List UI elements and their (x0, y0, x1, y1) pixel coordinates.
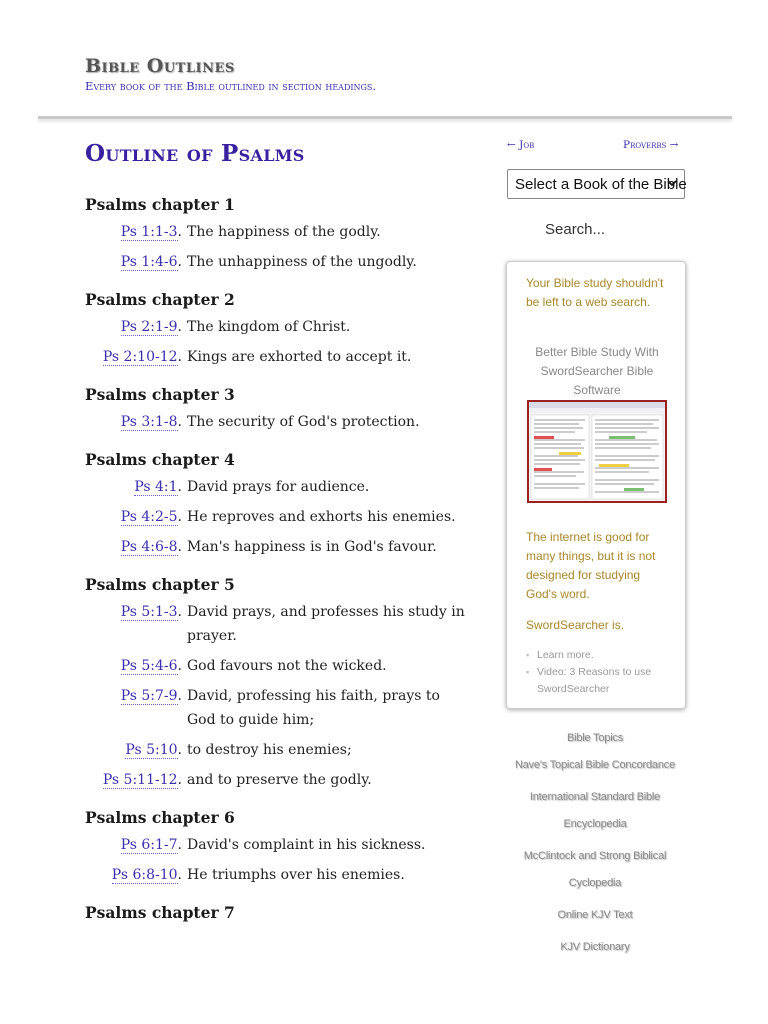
outline-item (85, 347, 480, 369)
chapter-section (85, 575, 480, 792)
next-book-link[interactable]: Proverbs → (623, 139, 679, 151)
ref-cell (85, 507, 187, 528)
chapter-section (85, 195, 480, 274)
sidebar-resource-links (490, 725, 700, 961)
outline-description: David, professing his faith, prays to God to guide him; (187, 688, 440, 728)
book-select-value: Select a Book of the Bible (515, 175, 687, 193)
chapter-section (85, 903, 480, 922)
ref-period: . (177, 867, 182, 883)
chapter-section (85, 385, 480, 434)
outline-item (85, 537, 480, 559)
site-title-link[interactable]: Bible Outlines (85, 55, 235, 77)
ad-link-learn-more[interactable]: ▪ Learn more. (526, 647, 676, 664)
chapter-heading: Psalms chapter 6 (85, 808, 235, 827)
link-bible-topics[interactable]: Bible Topics (566, 732, 624, 744)
ref-cell (85, 656, 187, 677)
site-header (85, 55, 376, 93)
outline-description: Man's happiness is in God's favour. (187, 539, 437, 555)
scripture-ref-link[interactable]: Ps 5:4-6 (120, 658, 178, 674)
ad-body-text-2: SwordSearcher is. (526, 618, 625, 632)
page-title: Outline of Psalms (85, 140, 305, 167)
ad-heading[interactable]: Better Bible Study With SwordSearcher Bible Software (535, 345, 659, 397)
scripture-ref-link[interactable]: Ps 5:10 (125, 742, 178, 758)
outline-description: The happiness of the godly. (187, 224, 381, 240)
outline-description: and to preserve the godly. (187, 772, 372, 788)
outline-item (85, 507, 480, 529)
link-kjv-dictionary[interactable]: KJV Dictionary (560, 941, 630, 953)
ref-cell (85, 686, 187, 707)
chapter-list (85, 195, 480, 922)
search-input[interactable]: Search... (545, 221, 606, 238)
outline-description: He reproves and exhorts his enemies. (187, 509, 456, 525)
scripture-ref-link[interactable]: Ps 5:7-9 (120, 688, 178, 704)
outline-item (85, 222, 480, 244)
scripture-ref-link[interactable]: Ps 1:1-3 (120, 224, 178, 240)
ref-period: . (177, 414, 182, 430)
ref-cell (85, 602, 187, 623)
ref-period: . (177, 349, 182, 365)
ref-period: . (177, 254, 182, 270)
chapter-heading: Psalms chapter 7 (85, 903, 235, 922)
ref-period: . (177, 319, 182, 335)
outline-item (85, 317, 480, 339)
ad-link-video[interactable]: ▪ Video: 3 Reasons to use SwordSearcher (526, 664, 676, 698)
outline-item (85, 477, 480, 499)
scripture-ref-link[interactable]: Ps 6:1-7 (120, 837, 178, 853)
ref-cell (85, 412, 187, 433)
book-select-dropdown[interactable] (507, 169, 685, 199)
ad-body-text: The internet is good for many things, but it is not designed for studying God's word. (526, 530, 656, 601)
ref-period: . (177, 224, 182, 240)
link-isbe[interactable]: International Standard Bible Encyclopedia (529, 791, 661, 830)
scripture-ref-link[interactable]: Ps 4:1 (134, 479, 178, 495)
chapter-section (85, 450, 480, 559)
outline-item (85, 865, 480, 887)
outline-item (85, 252, 480, 274)
outline-item (85, 686, 480, 732)
link-online-kjv[interactable]: Online KJV Text (557, 909, 633, 921)
scripture-ref-link[interactable]: Ps 5:1-3 (120, 604, 178, 620)
outline-item (85, 740, 480, 762)
chapter-heading: Psalms chapter 4 (85, 450, 235, 469)
ref-period: . (177, 837, 182, 853)
header-divider (38, 116, 732, 119)
ref-cell (85, 477, 187, 498)
scripture-ref-link[interactable]: Ps 4:6-8 (120, 539, 178, 555)
ref-period: . (177, 479, 182, 495)
scripture-ref-link[interactable]: Ps 3:1-8 (120, 414, 178, 430)
ref-cell (85, 347, 187, 368)
chapter-section (85, 290, 480, 369)
ref-period: . (177, 509, 182, 525)
ref-cell (85, 317, 187, 338)
ref-cell (85, 865, 187, 886)
scripture-ref-link[interactable]: Ps 6:8-10 (111, 867, 178, 883)
outline-description: The unhappiness of the ungodly. (187, 254, 417, 270)
outline-description: to destroy his enemies; (187, 742, 352, 758)
outline-description: He triumphs over his enemies. (187, 867, 405, 883)
chapter-section (85, 808, 480, 887)
ref-period: . (177, 604, 182, 620)
previous-book-link[interactable]: ← Job (507, 139, 535, 151)
outline-description: David prays, and professes his study in prayer. (187, 604, 465, 644)
ref-cell (85, 770, 187, 791)
ad-link-list (526, 647, 676, 698)
outline-description: David prays for audience. (187, 479, 370, 495)
outline-description: The kingdom of Christ. (187, 319, 351, 335)
swordsearcher-ad (506, 261, 686, 709)
outline-item (85, 770, 480, 792)
outline-item (85, 656, 480, 678)
scripture-ref-link[interactable]: Ps 1:4-6 (120, 254, 178, 270)
ref-cell (85, 222, 187, 243)
software-screenshot-image[interactable] (527, 400, 667, 503)
outline-item (85, 602, 480, 648)
ref-cell (85, 252, 187, 273)
ad-tagline: Your Bible study shouldn't be left to a web search. (526, 276, 664, 309)
chapter-heading: Psalms chapter 5 (85, 575, 235, 594)
ref-period: . (177, 658, 182, 674)
ref-cell (85, 740, 187, 761)
outline-item (85, 835, 480, 857)
main-content (85, 140, 480, 938)
chapter-heading: Psalms chapter 1 (85, 195, 235, 214)
chapter-heading: Psalms chapter 3 (85, 385, 235, 404)
scripture-ref-link[interactable]: Ps 4:2-5 (120, 509, 178, 525)
link-naves-topical[interactable]: Nave's Topical Bible Concordance (515, 759, 675, 771)
link-mcclintock-strong[interactable]: McClintock and Strong Biblical Cyclopedia (523, 850, 667, 889)
outline-description: David's complaint in his sickness. (187, 837, 426, 853)
outline-description: The security of God's protection. (187, 414, 420, 430)
ref-period: . (177, 742, 182, 758)
ref-cell (85, 835, 187, 856)
outline-description: Kings are exhorted to accept it. (187, 349, 412, 365)
outline-description: God favours not the wicked. (187, 658, 387, 674)
site-tagline: Every book of the Bible outlined in section headings. (85, 79, 377, 93)
ref-period: . (177, 772, 182, 788)
ref-period: . (177, 539, 182, 555)
outline-item (85, 412, 480, 434)
scripture-ref-link[interactable]: Ps 5:11-12 (102, 772, 178, 788)
scripture-ref-link[interactable]: Ps 2:10-12 (102, 349, 178, 365)
ref-cell (85, 537, 187, 558)
chapter-heading: Psalms chapter 2 (85, 290, 235, 309)
chevron-down-icon (666, 177, 678, 189)
ref-period: . (177, 688, 182, 704)
scripture-ref-link[interactable]: Ps 2:1-9 (120, 319, 178, 335)
